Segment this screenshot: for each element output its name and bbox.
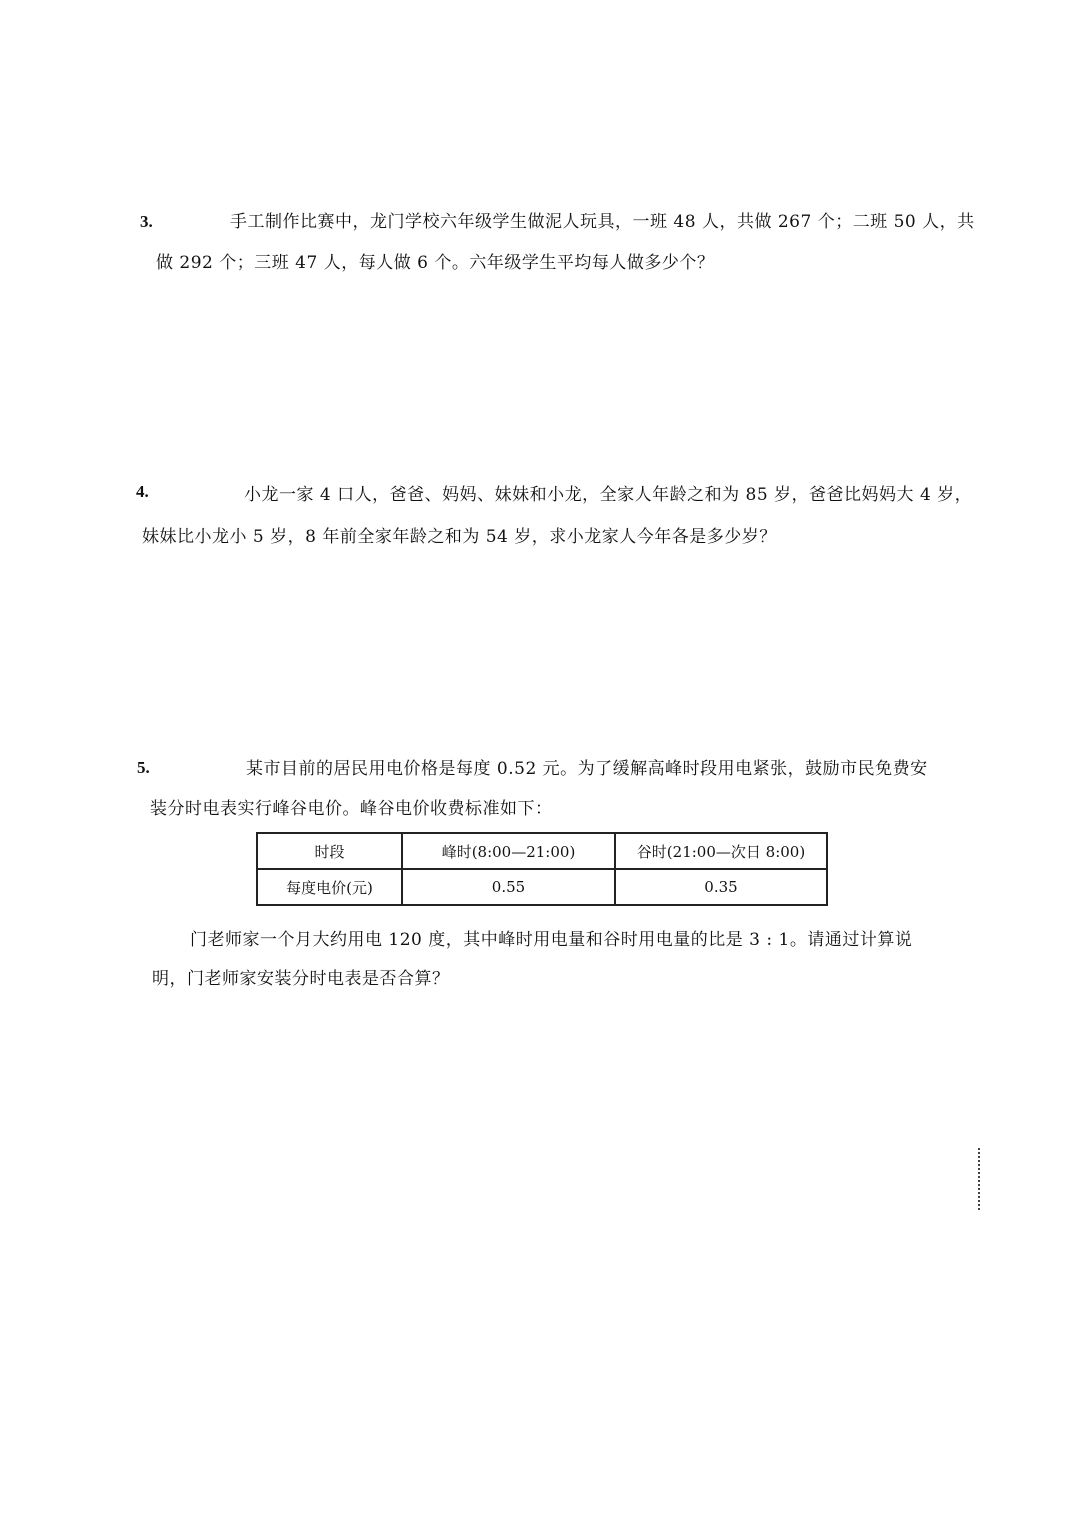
table-header-cell: 峰时(8:00—21:00) [402,833,615,869]
question-text-line: 明，门老师家安装分时电表是否合算？ [152,969,450,989]
table-cell: 0.55 [402,869,615,905]
question-text-line: 小龙一家 4 口人，爸爸、妈妈、妹妹和小龙，全家人年龄之和为 85 岁，爸爸比妈妈大 4 岁， [244,485,973,505]
table-header-cell: 谷时(21:00—次日 8:00) [615,833,827,869]
question-number: 5. [137,758,150,777]
question-text-line: 某市目前的居民用电价格是每度 0.52 元。为了缓解高峰时段用电紧张，鼓励市民免费安 [246,759,928,779]
binding-dots [978,1148,986,1210]
question-text-line: 做 292 个；三班 47 人，每人做 6 个。六年级学生平均每人做多少个？ [156,253,715,273]
table-header-cell: 时段 [257,833,402,869]
table-row [257,833,827,869]
question-text-line: 装分时电表实行峰谷电价。峰谷电价收费标准如下： [150,799,553,819]
question-number: 4. [136,482,149,501]
question-text-line: 手工制作比赛中，龙门学校六年级学生做泥人玩具，一班 48 人，共做 267 个；二班 50 人，共 [230,212,975,232]
table-cell: 0.35 [615,869,827,905]
electricity-price-table [256,832,828,906]
table-row [257,869,827,905]
question-text-line: 门老师家一个月大约用电 120 度，其中峰时用电量和谷时用电量的比是 3 : 1。请通过计算说 [190,930,913,950]
question-text-line: 妹妹比小龙小 5 岁，8 年前全家年龄之和为 54 岁，求小龙家人今年各是多少岁？ [142,527,777,547]
question-number: 3. [140,212,153,231]
table-cell: 每度电价(元) [257,869,402,905]
